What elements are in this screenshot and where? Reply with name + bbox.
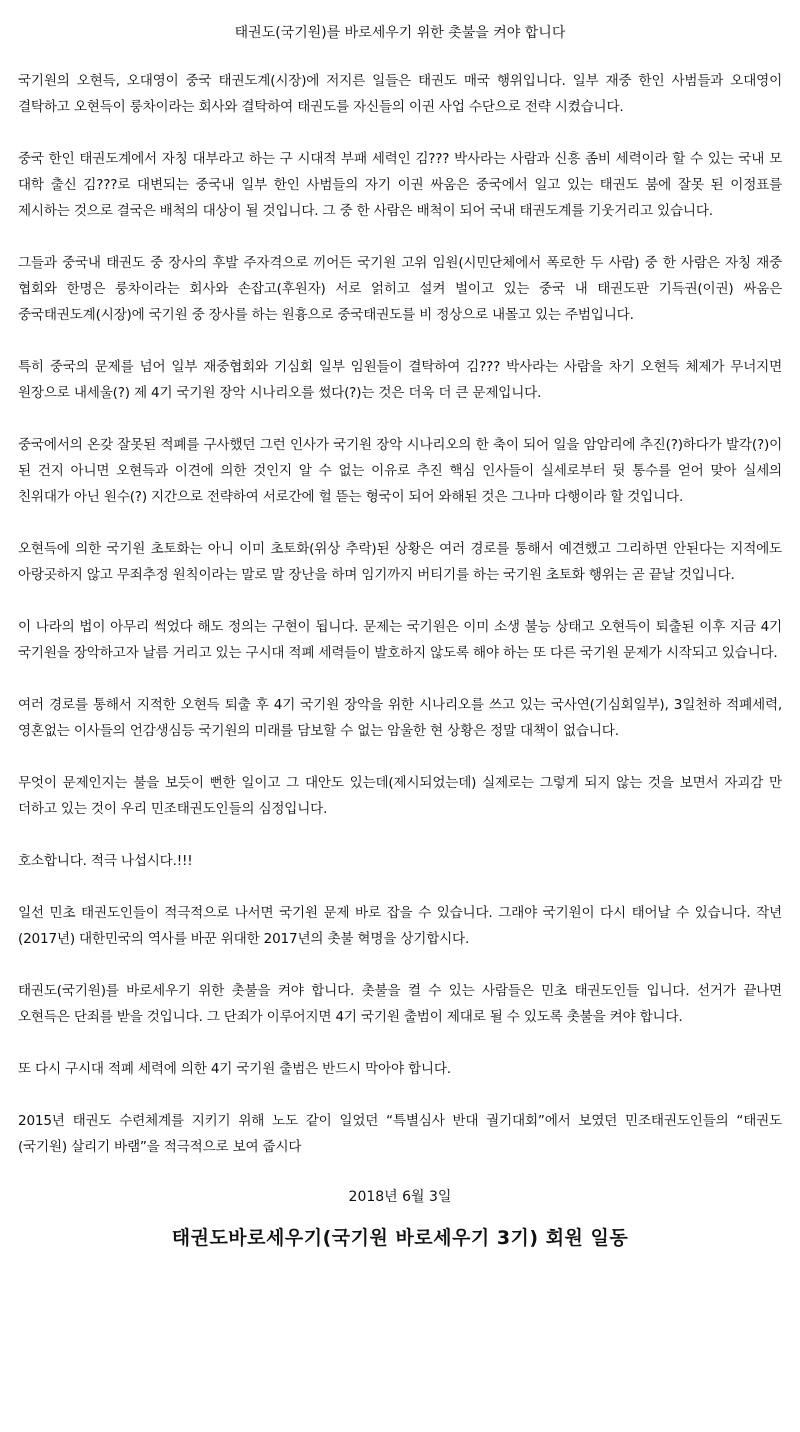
paragraph: 특히 중국의 문제를 넘어 일부 재중협회와 기심회 일부 임원들이 결탁하여 김??? 박사라는 사람을 차기 오현득 체제가 무너지면 원장으로 내세울(?) 제 4기 국기원 장악 시나리오를 썼다(?)는 것은 더욱 더 큰 문제입니다. <box>18 359 782 401</box>
paragraph: 일선 민초 태권도인들이 적극적으로 나서면 국기원 문제 바로 잡을 수 있습니다. 그래야 국기원이 다시 태어날 수 있습니다. 작년(2017년) 대한민국의 역사를 바꾼 위대한 2017년의 촛불 혁명을 상기합시다. <box>18 905 782 947</box>
paragraph: 이 나라의 법이 아무리 썩었다 해도 정의는 구현이 됩니다. 문제는 국기원은 이미 소생 불능 상태고 오현득이 퇴출된 이후 지금 4기 국기원을 장악하고자 날름 거리고 있는 구시대 적폐 세력들이 발호하지 않도록 해야 하는 또 다른 국기원 문제가 시작되고 있습니다. <box>18 619 782 661</box>
document-title: 태권도(국기원)를 바로세우기 위한 촛불을 켜야 합니다 <box>234 25 566 41</box>
paragraph: 태권도(국기원)를 바로세우기 위한 촛불을 켜야 합니다. 촛불을 켤 수 있는 사람들은 민초 태권도인들 입니다. 선거가 끝나면 오현득은 단죄를 받을 것입니다. 그 단죄가 이루어지면 4기 국기원 출범이 제대로 될 수 있도록 촛불을 켜야 합니다. <box>18 983 782 1025</box>
paragraph: 중국 한인 태권도계에서 자칭 대부라고 하는 구 시대적 부패 세력인 김??? 박사라는 사람과 신흥 좀비 세력이라 할 수 있는 국내 모 대학 출신 김???로 대변되는 중국내 일부 한인 사범들의 자기 이권 싸움은 중국에서 일고 있는 태권도 붐에 잘못 된 이정표를 제시하는 것으로 결국은 배척의 대상이 될 것입니다. 그 중 한 사람은 배척이 되어 국내 태권도계를 기웃거리고 있습니다. <box>18 151 782 219</box>
paragraph: 오현득에 의한 국기원 초토화는 아니 이미 초토화(위상 추락)된 상황은 여러 경로를 통해서 예견했고 그리하면 안된다는 지적에도 아랑곳하지 않고 무죄추정 원칙이라는 말로 말 장난을 하며 임기까지 버티기를 하는 국기원 초토화 행위는 곧 끝날 것입니다. <box>18 541 782 583</box>
paragraph: 중국에서의 온갖 잘못된 적폐를 구사했던 그런 인사가 국기원 장악 시나리오의 한 축이 되어 일을 암암리에 추진(?)하다가 발각(?)이 된 건지 아니면 오현득과 이견에 의한 것인지 알 수 없는 이유로 추진 핵심 인사들이 실세로부터 뒷 통수를 얻어 맞아 실세의 친위대가 아닌 원수(?) 지간으로 전략하여 서로간에 헐 뜯는 형국이 되어 와해된 것은 그나마 다행이라 할 것입니다. <box>18 437 782 505</box>
paragraph: 여러 경로를 통해서 지적한 오현득 퇴출 후 4기 국기원 장악을 위한 시나리오를 쓰고 있는 국사연(기심회일부), 3일천하 적폐세력, 영혼없는 이사들의 언감생심등 국기원의 미래를 담보할 수 없는 암울한 현 상황은 정말 대책이 없습니다. <box>18 697 782 739</box>
paragraph: 호소합니다. 적극 나섭시다.!!! <box>18 853 193 869</box>
paragraph: 또 다시 구시대 적폐 세력에 의한 4기 국기원 출범은 반드시 막아야 합니다. <box>18 1061 451 1077</box>
paragraph: 그들과 중국내 태권도 중 장사의 후발 주자격으로 끼어든 국기원 고위 임원(시민단체에서 폭로한 두 사람) 중 한 사람은 자칭 재중 협회와 한명은 룽차이라는 회사와 손잡고(후원자) 서로 얽히고 설켜 벌이고 있는 중국 내 태권도판 기득권(이권) 싸움은 중국태권도계(시장)에 국기원 중 장사를 하는 원흉으로 중국태권도를 비 정상으로 내몰고 있는 주범입니다. <box>18 255 782 323</box>
document-signature: 태권도바로세우기(국기원 바로세우기 3기) 회원 일동 <box>171 1227 629 1249</box>
paragraph: 무엇이 문제인지는 불을 보듯이 뻔한 일이고 그 대안도 있는데(제시되었는데) 실제로는 그렇게 되지 않는 것을 보면서 자괴감 만 더하고 있는 것이 우리 민조태권도인들의 심정입니다. <box>18 775 782 817</box>
paragraph: 국기원의 오현득, 오대영이 중국 태권도계(시장)에 저지른 일들은 태권도 매국 행위입니다. 일부 재중 한인 사범들과 오대영이 결탁하고 오현득이 룽차이라는 회사와 결탁하여 태권도를 자신들의 이권 사업 수단으로 전략 시켰습니다. <box>18 73 782 115</box>
paragraph: 2015년 태권도 수련체계를 지키기 위해 노도 같이 일었던 “특별심사 반대 궐기대회”에서 보였던 민조태권도인들의 “태권도(국기원) 살리기 바램”을 적극적으로 보여 줍시다 <box>18 1113 782 1155</box>
document-date: 2018년 6월 3일 <box>348 1189 452 1205</box>
